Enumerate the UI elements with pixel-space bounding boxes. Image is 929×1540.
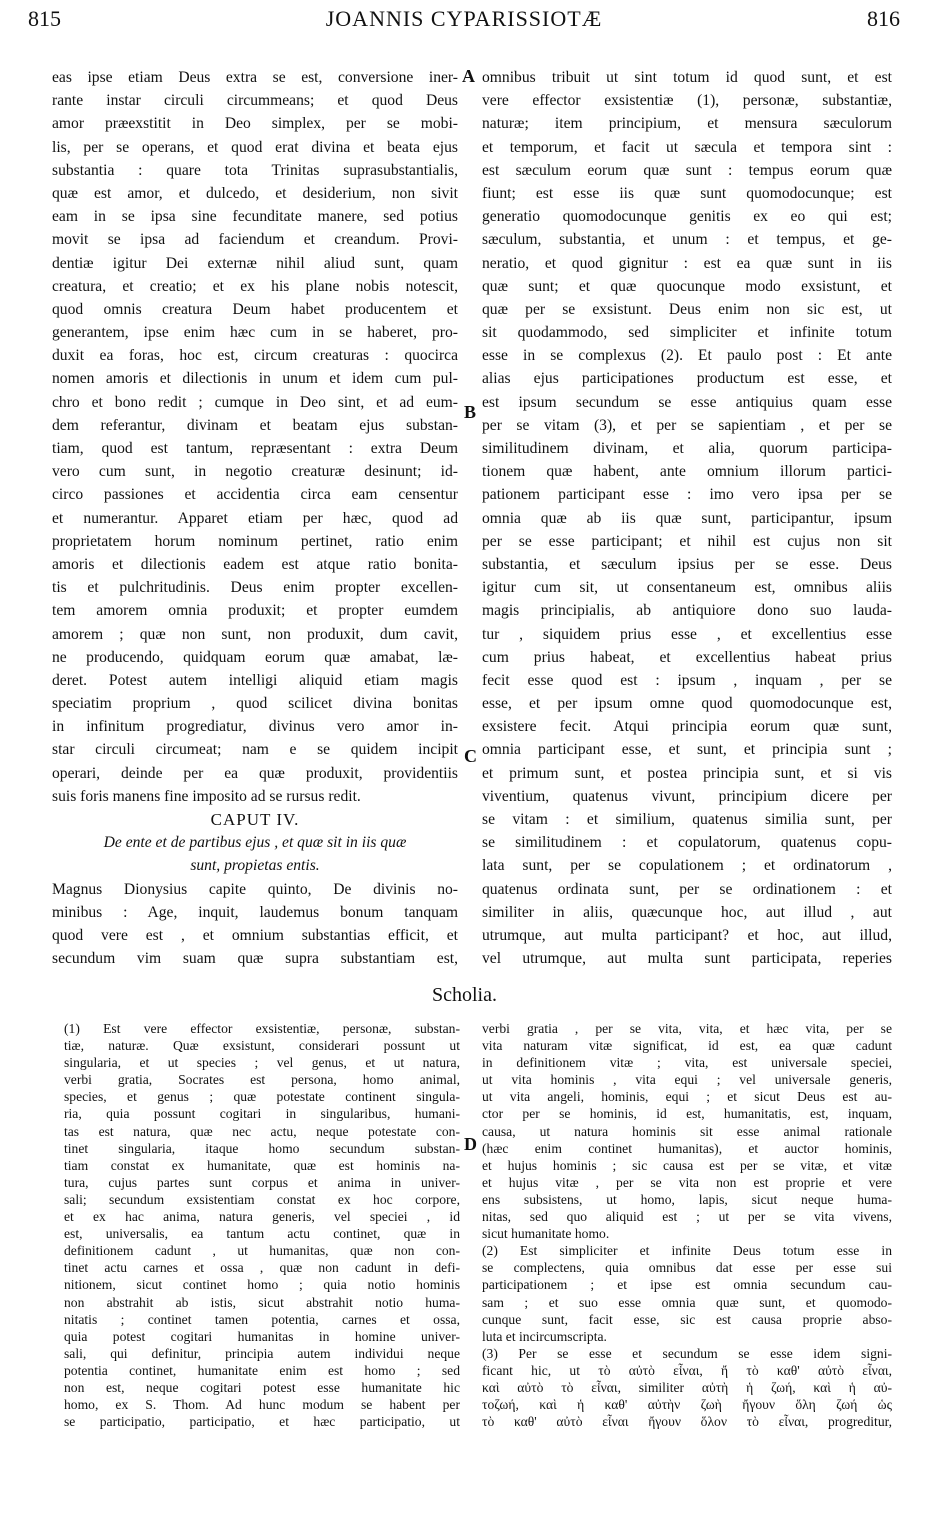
scholia-title: Scholia. (432, 984, 497, 1006)
text-line: alias ejus participationes productum est esse, et (482, 370, 892, 388)
scholia-line: (3) Per se esse et secundum se esse idem signi- (482, 1345, 892, 1361)
running-title: JOANNIS CYPARISSIOTÆ (325, 6, 603, 31)
scholia-line: homo, ex S. Thom. Ad hunc modum se habent per (64, 1397, 460, 1413)
text-line: vere effector exsistentiæ (1), personæ, substantiæ, (482, 92, 892, 110)
chapter-subtitle: sunt, propietas entis. (190, 857, 320, 875)
scholia-line: τοζωή, καὶ ἡ καθ' αὐτὴν ζωὴ ἤγουν ὅλη ζωή ὡς (482, 1397, 892, 1413)
text-line: tem amorem omnia produxit; et propter eumdem (52, 602, 458, 620)
scholia-line: (2) Est simpliciter et infinite Deus totum esse in (482, 1243, 892, 1259)
scholia-line: tas est natura, quæ nec actu, neque potestate con- (64, 1123, 460, 1139)
scholia-line: species, et genus ; quæ potestate continent singula- (64, 1089, 460, 1105)
text-line: movit se ipsa ad faciendum et creandum. Provi- (52, 231, 458, 249)
text-line: tur , siquidem prius esse , et excellentius esse (482, 625, 892, 643)
scholia-line: tiæ, naturæ. Quæ exsistunt, considerari possunt ut (64, 1038, 460, 1054)
text-line: fecit esse quod est : ipsum , inquam , per se (482, 671, 892, 689)
scholia-line: ria, quia possunt cogitari in singularibus, humani- (64, 1106, 460, 1122)
text-line: similitudinem divinam, et alia, quorum participa- (482, 440, 892, 457)
margin-letter-a: A (462, 66, 475, 86)
text-line: circo passiones et accidentia circa eam censentur (52, 486, 458, 504)
text-line: omnibus tribuit ut sint totum id quod sunt, et est (482, 69, 892, 86)
scholia-line: cunque sunt, facit esse, sic est causa proprie abso- (482, 1311, 892, 1327)
text-line: suis foris manens fine imposito ad se rursus redit. (52, 787, 361, 805)
text-line: amoris et dilectionis eadem est atque ratio bonita- (52, 555, 458, 573)
text-line: quatenus ordinata sunt, per se ordinationem : et (482, 880, 892, 898)
text-line: speciatim proprium , quod scilicet divina bonitas (52, 695, 458, 713)
text-line: dentiæ igitur Dei externæ nihil aliud sunt, quam (52, 254, 458, 272)
text-line: quod omnis creatura Deum habet producentem et (52, 300, 458, 318)
scholia-right-column (482, 1020, 892, 1430)
text-line: per se esse participant; et nihil est cujus non sit (482, 532, 892, 550)
scholia-line: ctor per se hominis, id est, humanitatis, est, inquam, (482, 1106, 892, 1122)
text-line: vero cum sunt, in negotio creaturæ desinunt; id- (52, 463, 458, 481)
text-line: tiam, quod est tantum, repræsentant : extra Deum (52, 440, 458, 457)
scholia-line: verbi gratia , per se vita, vita, et hæc vita, per se (482, 1021, 892, 1036)
text-line: sæculum, substantia, et unum : et tempus, et ge- (482, 231, 892, 249)
text-line: viventium, quatenus vivunt, principium dicere per (482, 787, 892, 805)
text-line: quæ est amor, et dulcedo, et desiderium, non sivit (52, 184, 458, 202)
text-line: star circuli circumeat; nam e se quidem incipit (52, 741, 458, 759)
text-line: exsistere fecit. Atqui principia eorum quæ sunt, (482, 718, 892, 736)
scholia-line: tiam constat ex humanitate, quæ est hominis na- (64, 1157, 460, 1173)
chapter-title: CAPUT IV. (210, 810, 300, 829)
text-line: quæ sunt; et quæ quocunque modo exsistunt, et (482, 277, 892, 295)
scholia-line: ut vita angeli, hominis, equi ; et sicut Deus est au- (482, 1089, 892, 1105)
scholia-line: non abstrahit ab istis, sicut abstrahit notio huma- (64, 1294, 460, 1310)
text-line: igitur cum sit, ut consentaneum est, omnibus aliis (482, 579, 892, 597)
text-line: est ipsum secundum se esse antiquius quam esse (482, 393, 892, 411)
text-line: utrumque, aut multa participant? et hoc, aut illud, (482, 926, 892, 944)
scholia-line: (hæc enim continet humanitas), et auctor hominis, (482, 1140, 892, 1156)
left-column (52, 66, 458, 970)
text-line: esse in se complexus (2). Et paulo post : Et ante (482, 347, 892, 365)
scholia-line: verbi gratia, Socrates est persona, homo animal, (64, 1072, 460, 1088)
scholia-line: et hujus hominis ; sic causa est per se vitæ, et vitæ (482, 1157, 892, 1173)
scholia-line: in definitionem vitæ ; vita, est universale speciei, (482, 1055, 892, 1071)
scholia-line: sicut humanitate homo. (482, 1226, 610, 1242)
text-line: creatura, et creatio; et ex his plane nobis notescit, (52, 277, 458, 295)
scholia-line: sali; secundum exsistentiam constat ex hoc corpore, (64, 1191, 460, 1207)
margin-letter-b: B (464, 402, 477, 422)
text-line: chro et bono redit ; cumque in Deo sint, et ad eum- (52, 393, 458, 411)
right-column (482, 66, 892, 970)
text-line: omnia quæ ab iis quæ sunt, participantur, ipsum (482, 509, 892, 527)
text-line: se vitam : et similium, quatenus similia sunt, per (482, 811, 892, 828)
scholia-left-column (64, 1020, 460, 1430)
text-line: neratio, et quod gignitur : est ea quæ sunt in iis (482, 254, 892, 272)
scholia-line: est, universalis, ea tantum actu continet, quæ in (64, 1226, 460, 1242)
text-line: Magnus Dionysius capite quinto, De divinis no- (52, 880, 458, 898)
text-line: lis, per se operans, et quod erat divina et beata ejus (52, 138, 458, 156)
page-header (28, 6, 900, 40)
margin-letter-c: C (464, 746, 477, 766)
text-line: minibus : Age, inquit, laudemus bonum tanquam (52, 903, 458, 921)
scholia-line: ut vita hominis , vita equi ; vel universale generis, (482, 1072, 892, 1088)
text-line: rante instar circuli circummeans; et quod Deus (52, 92, 458, 110)
scholia-line: nitionem, sicut continet homo ; quia notio hominis (64, 1277, 460, 1293)
text-line: lata sunt, per se copulationem ; et ordinatorum , (482, 857, 892, 875)
scholia-line: luta et incircumscripta. (482, 1328, 607, 1344)
scholia-line: et hujus vitæ , per se vita non est proprie et vere (482, 1174, 892, 1190)
text-line: pationem participant esse : imo vero ipsa per se (482, 486, 892, 504)
scholia-line: sali, qui definitur, principia autem individui neque (64, 1345, 460, 1361)
text-line: eas ipse etiam Deus extra se est, conversione iner- (52, 69, 458, 86)
text-line: vel utrumque, aut multa sunt participata, reperies (482, 950, 892, 968)
scholia-line: et ex hac anima, natura generis, vel speciei , id (64, 1209, 460, 1225)
scholia-line: tura, cujus partes sunt corpus et anima in univer- (64, 1174, 460, 1190)
scholia-line: (1) Est vere effector exsistentiæ, personæ, substan- (64, 1021, 460, 1036)
scholia-line: sam ; et suo esse omnia quæ sunt, et quomodo- (482, 1294, 892, 1310)
text-line: operari, deinde per ea quæ produxit, providentiis (52, 764, 458, 782)
text-line: tis et pulchritudinis. Deus enim propter excellen- (52, 579, 458, 597)
scholia-line: definitionem cadunt , ut humanitas, quæ non con- (64, 1243, 460, 1259)
text-line: esse, et per ipsum omne quod quomodocunque est, (482, 695, 892, 713)
page-number-right: 816 (867, 6, 900, 31)
text-line: substantia : quare tota Trinitas suprasubstantialis, (52, 161, 458, 179)
text-line: tionem quæ habent, ante omnium illorum partici- (482, 463, 892, 481)
scholia-line: non est, neque cogitari potest esse humanitate hic (64, 1379, 460, 1395)
scholia-line: participationem ; et ipse est omnia secundum cau- (482, 1277, 892, 1293)
text-line: generatio quomodocunque genitis ex eo qui est; (482, 208, 892, 226)
text-line: omnia participant esse, et sunt, et principia sunt ; (482, 741, 892, 759)
page-number-left: 815 (28, 6, 61, 31)
text-line: cum prius habeat, et excellentius habeat prius (482, 648, 892, 666)
scholia-line: se participatio, participatio, et hæc participatio, ut (64, 1414, 460, 1430)
scholia-line: nitatis ; continet tamen potentia, carnes et ossa, (64, 1311, 460, 1327)
text-line: substantia, et sæculum ipsius per se esse. Deus (482, 555, 892, 573)
scholia-line: nitas, sed quo aliquid est ; ut per se vita vivens, (482, 1209, 892, 1225)
text-line: et temporum, et facit ut sæcula et tempora sint : (482, 138, 892, 156)
scholia-line: ficant hic, ut τὸ αὐτὸ εἶναι, ἤ τὸ καθ' αὐτὸ εἶναι, (482, 1362, 892, 1378)
text-line: per se vitam (3), et per se sapientiam , et per se (482, 416, 892, 434)
text-line: est sæculum eorum quæ sunt : tempus eorum quæ (482, 161, 892, 179)
text-line: fiunt; est esse iis quæ sunt quomodocunque; est (482, 184, 892, 202)
text-line: quæ per se exsistunt. Deus enim non sic est, ut (482, 300, 892, 318)
text-line: nomen amoris et dilectionis in unum et idem cum pul- (52, 370, 458, 388)
scholia-line: se complectens, quia omnibus dat esse per esse sui (482, 1260, 892, 1276)
text-line: similiter in aliis, quæcunque hoc, aut illud , aut (482, 903, 892, 921)
scholia-line: ens subsistens, ut homo, lapis, sicut neque huma- (482, 1191, 892, 1207)
scholia-line: vita naturam vitæ significat, id est, ea quæ cadunt (482, 1038, 892, 1054)
text-line: amor præexstitit in Deo simplex, per se mobi- (52, 115, 458, 133)
text-line: se similitudinem : et copulatorum, quatenus copu- (482, 834, 892, 852)
text-line: duxit ea foras, hoc est, circum creaturas : quocirca (52, 347, 458, 365)
text-line: et primum sunt, et postea principia sunt, et si vis (482, 764, 892, 782)
text-line: naturæ; item principium, et mensura sæculorum (482, 115, 892, 133)
text-line: magis principialis, ab antiquiore dono suo lauda- (482, 602, 892, 620)
scholia-line: potentia continet, humanitate enim est homo ; sed (64, 1362, 460, 1378)
text-line: eam in se ipsa sine fecunditate manere, sed potius (52, 208, 458, 226)
scholia-line: quia potest cogitari humanitas in homine univer- (64, 1328, 460, 1344)
text-line: in infinitum progrediatur, divinus vero amor in- (52, 718, 458, 736)
text-line: ne producendo, quidquam eorum quæ amabat, læ- (52, 648, 458, 666)
scholia-line: τὸ καθ' αὐτὸ εἶναι ἤγουν ὅλον τὸ εἶναι, progreditur, (482, 1414, 892, 1430)
text-line: et numerantur. Apparet etiam per hæc, quod ad (52, 509, 458, 527)
text-line: dem referantur, divinam et beatam ejus substan- (52, 416, 458, 434)
text-line: sit quodammodo, sed simpliciter et infinite totum (482, 324, 892, 342)
margin-letter-d: D (464, 1134, 477, 1154)
text-line: generantem, ipse enim hæc cum in se haberet, pro- (52, 324, 458, 342)
text-line: amorem ; quæ non sunt, non produxit, dum cavit, (52, 625, 458, 643)
text-line: secundum vim suam quæ supra substantiam est, (52, 950, 458, 968)
scholia-line: causa, ut natura hominis sit esse animal rationale (482, 1123, 892, 1139)
text-line: quod vere est , et omnium substantias efficit, et (52, 926, 458, 944)
scholia-line: tinet singularia, itaque homo secundum substan- (64, 1140, 460, 1156)
scholia-line: καὶ αὐτὸ τὸ εἶναι, similiter αὐτὴ ἡ ζωή, καὶ ἡ αὐ- (482, 1379, 892, 1395)
chapter-subtitle: De ente et de partibus ejus , et quæ sit in iis quæ (103, 834, 407, 852)
text-line: proprietatem horum nominum pertinet, ratio enim (52, 532, 458, 550)
text-line: deret. Potest autem intelligi aliquid etiam magis (52, 671, 458, 689)
scholia-line: singularia, et ut species ; vel genus, et ut natura, (64, 1055, 460, 1071)
scholia-line: tinet actu carnes et ossa , quæ non cadunt in defi- (64, 1260, 460, 1276)
